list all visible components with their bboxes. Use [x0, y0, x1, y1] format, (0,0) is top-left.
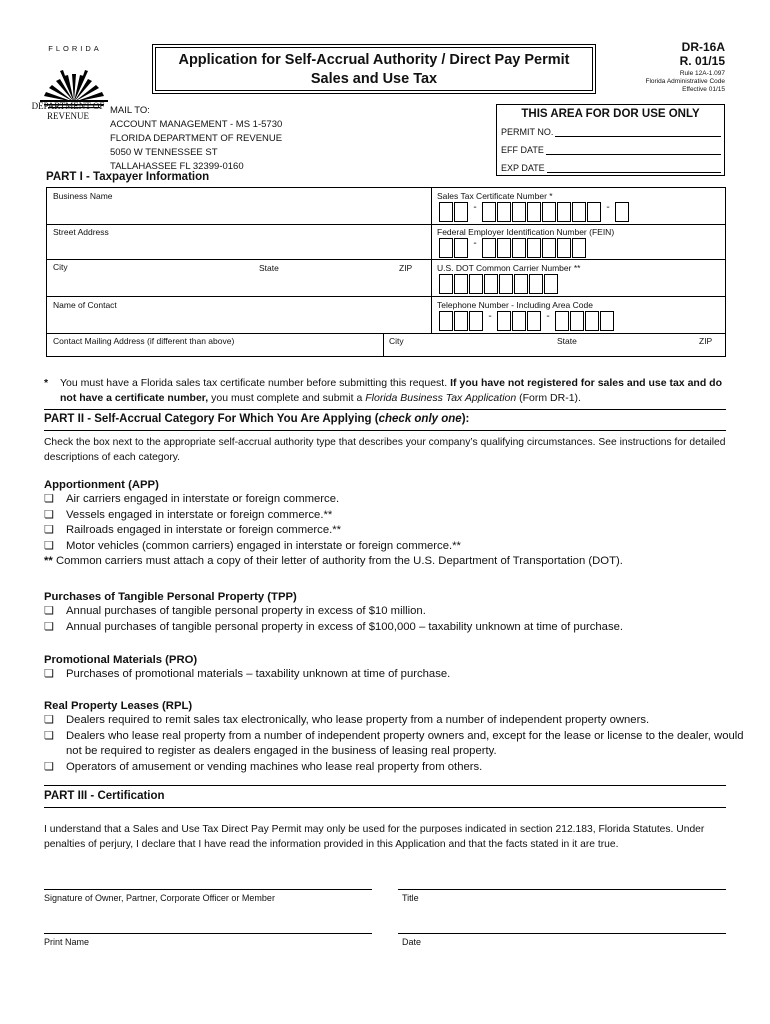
category-rpl	[44, 700, 744, 775]
mail-to-label: MAIL TO:	[110, 105, 150, 116]
checkbox-icon[interactable]: ❏	[44, 668, 54, 680]
option-label: Air carriers engaged in interstate or foreign commerce.	[66, 493, 340, 505]
street-address-label: Street Address	[53, 227, 109, 237]
note-text-d: Florida Business Tax Application	[365, 392, 517, 404]
option-app-vessels[interactable]	[44, 508, 744, 524]
checkbox-icon[interactable]: ❏	[44, 620, 54, 633]
contact-name-label: Name of Contact	[53, 300, 117, 310]
logo-wordmark: FLORIDA	[48, 44, 102, 53]
zip-label: ZIP	[399, 263, 413, 273]
mail-line: ACCOUNT MANAGEMENT - MS 1-5730	[110, 119, 283, 130]
form-subtitle: Sales and Use Tax	[310, 71, 438, 87]
form-id	[600, 40, 725, 68]
sales-tax-cert-label: Sales Tax Certificate Number *	[437, 191, 553, 201]
dot-number-label: U.S. DOT Common Carrier Number **	[437, 263, 581, 273]
checkbox-icon[interactable]: ❏	[44, 729, 54, 742]
title-label: Title	[402, 893, 419, 903]
part2-title-c: ):	[461, 413, 470, 425]
permit-number-label: PERMIT NO.	[501, 127, 554, 137]
option-rpl-amusement[interactable]	[44, 760, 744, 776]
option-pro[interactable]	[44, 667, 744, 683]
option-rpl-electronic[interactable]	[44, 713, 744, 729]
option-app-motor[interactable]	[44, 539, 744, 555]
signature-line[interactable]	[44, 889, 372, 890]
contact-state-label: State	[557, 336, 577, 346]
city-label: City	[53, 262, 68, 272]
option-tpp-10m[interactable]	[44, 604, 744, 620]
checkbox-icon[interactable]: ❏	[44, 605, 54, 617]
note-text-a: You must have a Florida sales tax certificate number before submitting this request.	[60, 377, 448, 389]
part3-title: PART III - Certification	[44, 790, 165, 802]
print-name-label: Print Name	[44, 937, 90, 947]
sales-tax-cert-boxes[interactable]: - -	[439, 202, 630, 222]
permit-number-field[interactable]	[501, 127, 721, 137]
date-line[interactable]	[398, 933, 726, 934]
eff-date-field[interactable]	[501, 145, 721, 155]
business-name-label: Business Name	[53, 191, 113, 201]
part1-title: PART I - Taxpayer Information	[46, 171, 210, 183]
part2-title-a: PART II - Self-Accrual Category For Which You Are Applying (	[44, 413, 379, 425]
title-line[interactable]	[398, 889, 726, 890]
certificate-note	[44, 376, 734, 406]
checkbox-icon[interactable]: ❏	[44, 714, 54, 726]
footnote-star: **	[44, 555, 53, 567]
rule-number: Rule 12A-1.097	[679, 70, 725, 77]
signature-label: Signature of Owner, Partner, Corporate Officer or Member	[44, 893, 275, 903]
exp-date-label: EXP DATE	[501, 163, 545, 173]
category-app	[44, 479, 744, 569]
phone-boxes[interactable]: - -	[439, 311, 615, 331]
phone-label: Telephone Number - Including Area Code	[437, 300, 593, 310]
contact-city-label: City	[389, 336, 404, 346]
certification-text: I understand that a Sales and Use Tax Direct Pay Permit may only be used for the purposes indicated in section 212.183, Florida Statutes. Under penalties of perjury, I declare that I have read the information provided in this Application and that the facts stated in it are true.	[44, 824, 705, 850]
divider	[44, 409, 726, 410]
fein-boxes[interactable]: -	[439, 238, 587, 258]
part2-title	[44, 413, 469, 425]
option-label: Motor vehicles (common carriers) engaged in interstate or foreign commerce.**	[66, 539, 461, 552]
checkbox-icon[interactable]: ❏	[44, 539, 54, 552]
category-pro-title: Promotional Materials (PRO)	[44, 654, 198, 666]
dor-use-title: THIS AREA FOR DOR USE ONLY	[521, 108, 700, 120]
checkbox-icon[interactable]: ❏	[44, 493, 54, 505]
state-label: State	[259, 263, 279, 273]
checkbox-icon[interactable]: ❏	[44, 508, 54, 521]
option-tpp-100k[interactable]	[44, 620, 744, 636]
part2-intro: Check the box next to the appropriate self-accrual authority type that describes your company’s qualifying circumstances. See instructions for detailed descriptions of each category.	[44, 437, 726, 463]
form-revision: R. 01/15	[679, 54, 725, 68]
mail-line: 5050 W TENNESSEE ST	[110, 147, 218, 158]
option-label: Dealers required to remit sales tax electronically, who lease property from a number of independent property owners.	[66, 714, 650, 726]
form-title-box	[152, 44, 596, 94]
option-rpl-lease[interactable]	[44, 729, 744, 760]
eff-date-label: EFF DATE	[501, 145, 544, 155]
divider	[44, 430, 726, 431]
option-label: Dealers who lease real property from a number of independent property owners and, except for the lease or license to the dealer, would not be required to register as dealers engaged in the business of leasing real property.	[66, 729, 744, 757]
mail-line: FLORIDA DEPARTMENT OF REVENUE	[110, 133, 283, 144]
option-label: Purchases of promotional materials – taxability unknown at time of purchase.	[66, 668, 451, 680]
contact-mailing-address-label: Contact Mailing Address (if different than above)	[53, 336, 235, 346]
fein-label: Federal Employer Identification Number (FEIN)	[437, 227, 615, 237]
date-label: Date	[402, 937, 422, 947]
contact-zip-label: ZIP	[699, 336, 713, 346]
form-title: Application for Self-Accrual Authority / Direct Pay Permit	[178, 52, 570, 68]
category-tpp	[44, 591, 744, 635]
category-pro	[44, 654, 744, 683]
part2-title-b: check only one	[378, 413, 462, 425]
app-footnote	[44, 554, 744, 569]
option-label: Annual purchases of tangible personal property in excess of $100,000 – taxability unknown at time of purchase.	[66, 620, 624, 633]
logo-department-text: DEPARTMENT OF REVENUE	[31, 101, 105, 121]
mail-line: TALLAHASSEE FL 32399-0160	[110, 161, 244, 172]
admin-code: Florida Administrative Code	[645, 78, 725, 85]
category-tpp-title: Purchases of Tangible Personal Property (TPP)	[44, 591, 297, 603]
form-number: DR-16A	[681, 40, 725, 54]
dor-use-box	[496, 104, 725, 176]
taxpayer-info-table	[46, 187, 726, 357]
category-app-title: Apportionment (APP)	[44, 479, 159, 491]
print-name-line[interactable]	[44, 933, 372, 934]
option-label: Operators of amusement or vending machines who lease real property from others.	[66, 760, 483, 773]
exp-date-field[interactable]	[501, 163, 721, 173]
note-text-c: you must complete and submit a	[211, 392, 363, 404]
option-app-railroads[interactable]	[44, 523, 744, 539]
note-star: *	[44, 377, 49, 389]
note-text-e: (Form DR-1).	[519, 392, 581, 404]
option-label: Annual purchases of tangible personal property in excess of $10 million.	[66, 605, 426, 617]
option-label: Vessels engaged in interstate or foreign commerce.**	[66, 508, 333, 521]
divider	[44, 785, 726, 786]
effective-date: Effective 01/15	[682, 86, 725, 93]
category-rpl-title: Real Property Leases (RPL)	[44, 700, 193, 712]
form-rule-info	[600, 70, 725, 94]
option-label: Railroads engaged in interstate or foreign commerce.**	[66, 524, 342, 536]
dot-number-boxes[interactable]	[439, 274, 559, 294]
checkbox-icon[interactable]: ❏	[44, 760, 54, 773]
checkbox-icon[interactable]: ❏	[44, 524, 54, 536]
footnote-text: Common carriers must attach a copy of their letter of authority from the U.S. Department of Transportation (DOT).	[55, 555, 623, 567]
divider	[44, 807, 726, 808]
mailing-address	[110, 104, 282, 174]
option-app-air[interactable]	[44, 492, 744, 508]
note-text-b: If you have not registered for sales and use tax and do not have a certificate number,	[60, 377, 722, 404]
